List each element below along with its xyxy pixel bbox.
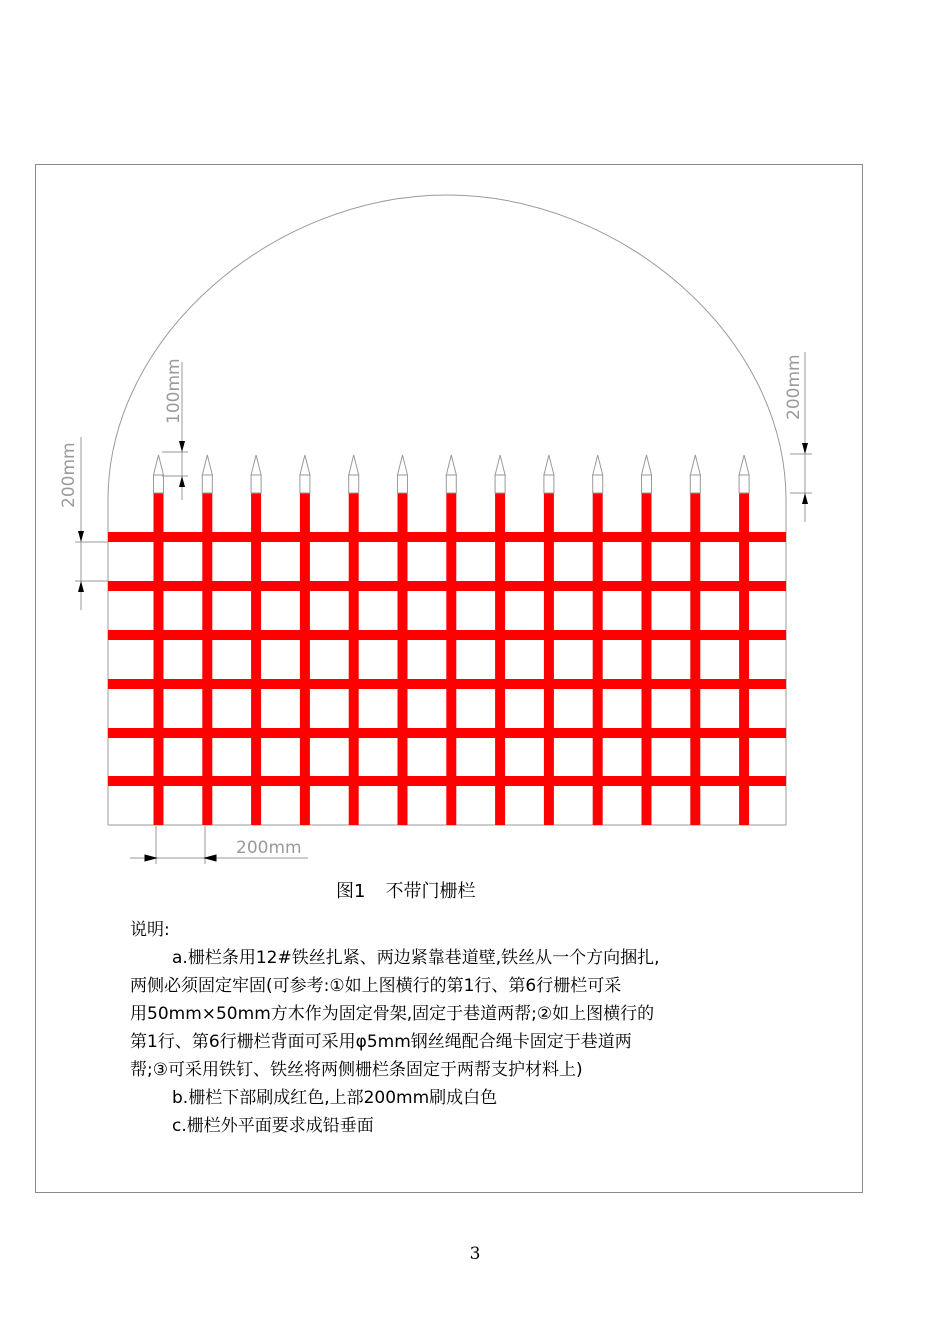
fence-post-white-top-11 xyxy=(642,475,652,493)
note-b: b.栅栏下部刷成红色,上部200mm刷成白色 xyxy=(172,1088,498,1108)
fence-post-white-top-2 xyxy=(202,475,212,493)
fence-post-tip-5 xyxy=(349,455,359,475)
note-a-line-2: 两侧必须固定牢固(可参考:①如上图横行的第1行、第6行栅栏可采 xyxy=(130,976,622,996)
caption-number: 图1 xyxy=(336,881,366,902)
fence-post-tip-13 xyxy=(739,455,749,475)
fence-post-white-top-10 xyxy=(593,475,603,493)
fence-post-9 xyxy=(544,493,554,825)
fence-post-2 xyxy=(202,493,212,825)
note-a-line-4: 第1行、第6行栅栏背面可采用φ5mm钢丝绳配合绳卡固定于巷道两 xyxy=(130,1032,632,1052)
fence-post-tip-12 xyxy=(690,455,700,475)
fence-post-6 xyxy=(398,493,408,825)
note-a-line-1: a.栅栏条用12#铁丝扎紧、两边紧靠巷道壁,铁丝从一个方向捆扎, xyxy=(172,948,660,968)
fence-post-tip-8 xyxy=(495,455,505,475)
fence-post-tip-7 xyxy=(446,455,456,475)
notes-section xyxy=(130,916,780,1140)
caption-title: 不带门栅栏 xyxy=(385,881,476,902)
fence-post-white-top-3 xyxy=(251,475,261,493)
fence-post-tip-4 xyxy=(300,455,310,475)
fence-post-white-top-5 xyxy=(349,475,359,493)
white-top-label: 200mm xyxy=(784,354,804,420)
note-c: c.栅栏外平面要求成铅垂面 xyxy=(172,1116,374,1136)
fence-post-3 xyxy=(251,493,261,825)
page-number: 3 xyxy=(469,1244,481,1264)
fence-post-7 xyxy=(446,493,456,825)
fence-post-10 xyxy=(593,493,603,825)
fence-post-4 xyxy=(300,493,310,825)
fence-post-12 xyxy=(690,493,700,825)
fence-post-tip-10 xyxy=(593,455,603,475)
row-spacing-label: 200mm xyxy=(59,442,79,508)
fence-post-tip-9 xyxy=(544,455,554,475)
fence-post-tip-11 xyxy=(642,455,652,475)
row-spacing-dimension xyxy=(75,437,108,610)
fence-post-1 xyxy=(154,493,164,825)
tip-height-label: 100mm xyxy=(164,358,184,424)
fence-post-white-top-12 xyxy=(690,475,700,493)
fence-post-white-top-9 xyxy=(544,475,554,493)
note-a-line-5: 帮;③可采用铁钉、铁丝将两侧栅栏条固定于两帮支护材料上) xyxy=(130,1060,583,1080)
fence-post-white-top-7 xyxy=(446,475,456,493)
fence-post-11 xyxy=(642,493,652,825)
fence-post-white-top-8 xyxy=(495,475,505,493)
fence-post-white-top-13 xyxy=(739,475,749,493)
notes-heading: 说明: xyxy=(130,920,170,940)
note-a-line-3: 用50mm×50mm方木作为固定骨架,固定于巷道两帮;②如上图横行的 xyxy=(130,1004,655,1024)
fence-post-white-top-4 xyxy=(300,475,310,493)
fence-post-8 xyxy=(495,493,505,825)
fence-post-white-top-1 xyxy=(154,475,164,493)
fence-post-13 xyxy=(739,493,749,825)
fence-post-tip-6 xyxy=(398,455,408,475)
fence-post-tips xyxy=(154,455,750,493)
fence-posts xyxy=(154,493,750,825)
figure-caption xyxy=(336,877,475,903)
fence-post-5 xyxy=(349,493,359,825)
fence-post-tip-2 xyxy=(202,455,212,475)
fence-post-tip-1 xyxy=(154,455,164,475)
fence-post-white-top-6 xyxy=(398,475,408,493)
fence-post-tip-3 xyxy=(251,455,261,475)
post-spacing-label: 200mm xyxy=(236,838,302,858)
